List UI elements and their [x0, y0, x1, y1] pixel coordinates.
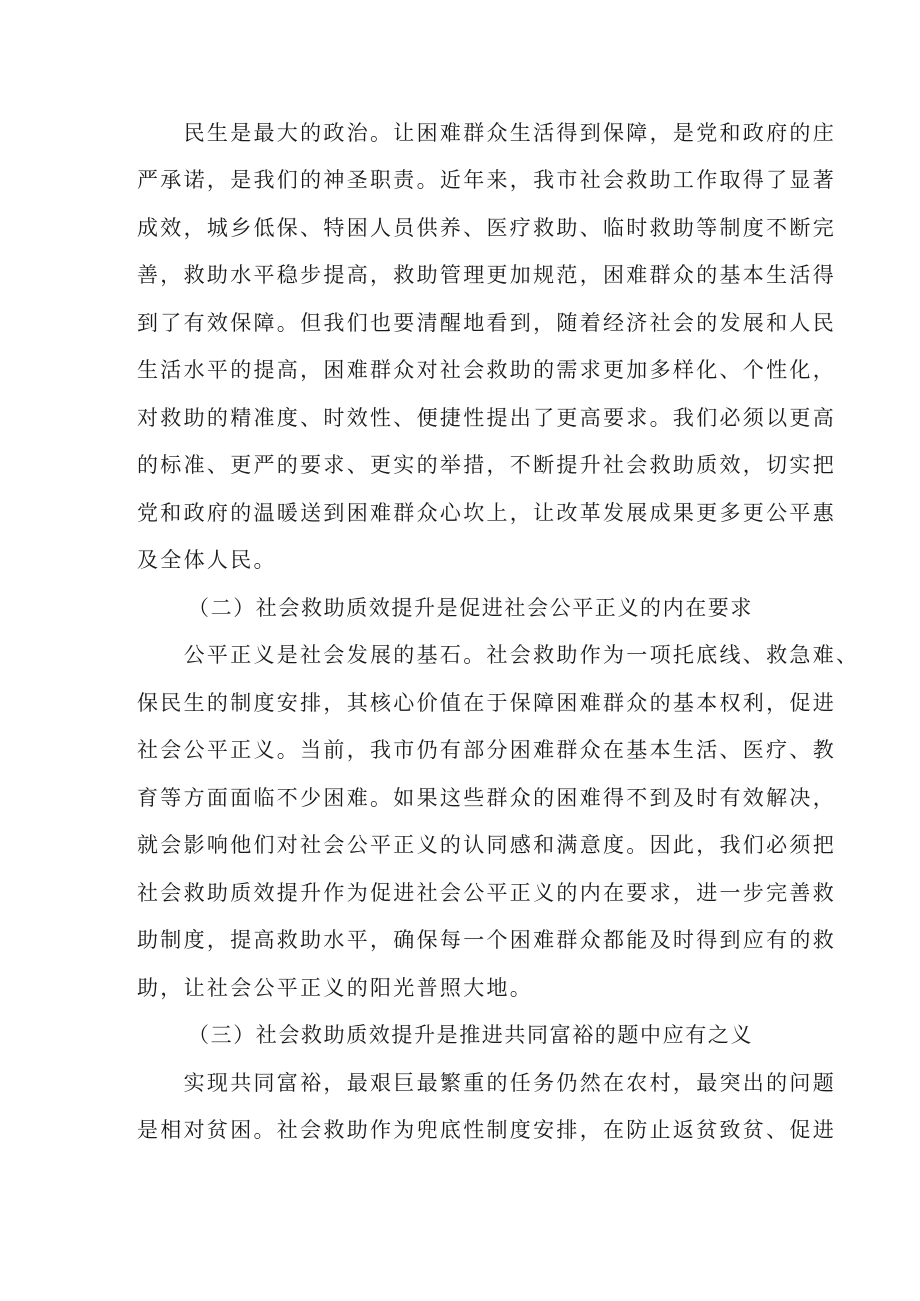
paragraph-line: 及全体人民。	[137, 548, 277, 572]
paragraph-line: 严承诺，是我们的神圣职责。近年来，我市社会救助工作取得了显著	[137, 168, 836, 192]
paragraph-line: 生活水平的提高，困难群众对社会救助的需求更加多样化、个性化，	[137, 358, 836, 382]
paragraph-line: 成效，城乡低保、特困人员供养、医疗救助、临时救助等制度不断完	[137, 216, 836, 240]
paragraph-line: 育等方面面临不少困难。如果这些群众的困难得不到及时有效解决，	[137, 786, 836, 810]
paragraph-line: 助制度，提高救助水平，确保每一个困难群众都能及时得到应有的救	[137, 928, 836, 952]
paragraph-line: 社会救助质效提升作为促进社会公平正义的内在要求，进一步完善救	[137, 881, 836, 905]
paragraph-line: 对救助的精准度、时效性、便捷性提出了更高要求。我们必须以更高	[137, 406, 836, 430]
paragraph-line: 实现共同富裕，最艰巨最繁重的任务仍然在农村，最突出的问题	[137, 1071, 836, 1095]
paragraph-line: 是相对贫困。社会救助作为兜底性制度安排，在防止返贫致贫、促进	[137, 1118, 836, 1142]
paragraph-line: 民生是最大的政治。让困难群众生活得到保障，是党和政府的庄	[137, 121, 836, 145]
section-heading-2: （二）社会救助质效提升是促进社会公平正义的内在要求	[188, 596, 753, 620]
paragraph-line: 保民生的制度安排，其核心价值在于保障困难群众的基本权利，促进	[137, 691, 836, 715]
paragraph-line: 善，救助水平稳步提高，救助管理更加规范，困难群众的基本生活得	[137, 263, 836, 287]
paragraph-line: 公平正义是社会发展的基石。社会救助作为一项托底线、救急难、	[137, 643, 860, 667]
section-heading-3: （三）社会救助质效提升是推进共同富裕的题中应有之义	[188, 1023, 753, 1047]
paragraph-line: 就会影响他们对社会公平正义的认同感和满意度。因此，我们必须把	[137, 833, 836, 857]
paragraph-line: 到了有效保障。但我们也要清醒地看到，随着经济社会的发展和人民	[137, 311, 836, 335]
paragraph-line: 社会公平正义。当前，我市仍有部分困难群众在基本生活、医疗、教	[137, 738, 836, 762]
paragraph-line: 党和政府的温暖送到困难群众心坎上，让改革发展成果更多更公平惠	[137, 501, 836, 525]
paragraph-line: 助，让社会公平正义的阳光普照大地。	[137, 976, 534, 1000]
paragraph-line: 的标准、更严的要求、更实的举措，不断提升社会救助质效，切实把	[137, 453, 836, 477]
